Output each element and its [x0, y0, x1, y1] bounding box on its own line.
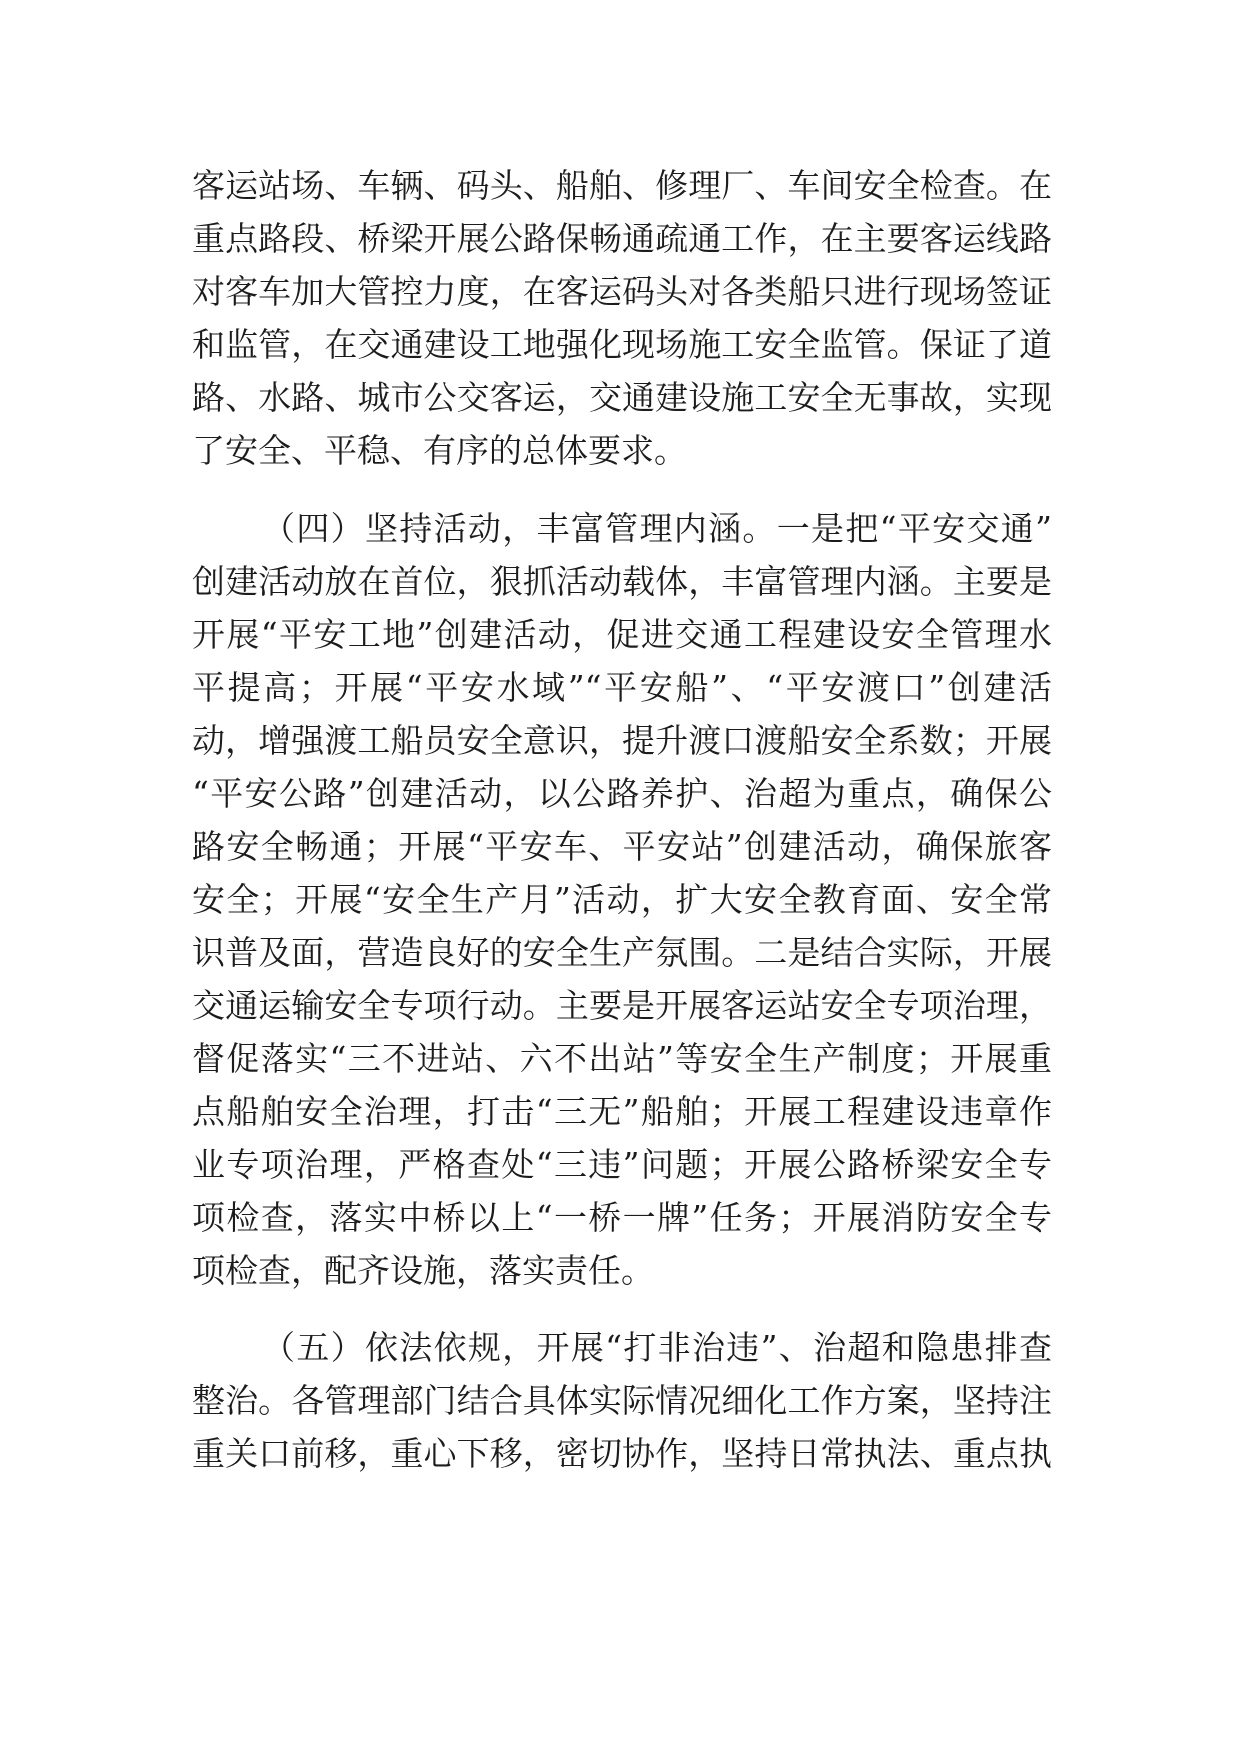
section-heading-line: （四）坚持活动，丰富管理内涵。一是把“平安交通” — [262, 509, 1052, 548]
text-line: 项检查，落实中桥以上“一桥一牌”任务；开展消防安全专 — [192, 1198, 1052, 1237]
text-line: 项检查，配齐设施，落实责任。 — [192, 1251, 654, 1290]
text-line: 了安全、平稳、有序的总体要求。 — [192, 431, 687, 470]
text-line: 业专项治理，严格查处“三违”问题；开展公路桥梁安全专 — [192, 1145, 1052, 1184]
text-line: 督促落实“三不进站、六不出站”等安全生产制度；开展重 — [192, 1039, 1052, 1078]
text-line: 和监管，在交通建设工地强化现场施工安全监管。保证了道 — [192, 325, 1052, 364]
text-line: 识普及面，营造良好的安全生产氛围。二是结合实际，开展 — [192, 933, 1052, 972]
text-line: 交通运输安全专项行动。主要是开展客运站安全专项治理， — [192, 986, 1052, 1025]
text-line: 动，增强渡工船员安全意识，提升渡口渡船安全系数；开展 — [192, 721, 1052, 760]
text-line: 路安全畅通；开展“平安车、平安站”创建活动，确保旅客 — [192, 827, 1052, 866]
text-line: 安全；开展“安全生产月”活动，扩大安全教育面、安全常 — [192, 880, 1052, 919]
text-line: 点船舶安全治理，打击“三无”船舶；开展工程建设违章作 — [192, 1092, 1052, 1131]
text-line: 重点路段、桥梁开展公路保畅通疏通工作，在主要客运线路 — [192, 219, 1052, 258]
text-line: 路、水路、城市公交客运，交通建设施工安全无事故，实现 — [192, 378, 1052, 417]
section-heading-line: （五）依法依规，开展“打非治违”、治超和隐患排查 — [262, 1328, 1052, 1367]
text-line: 创建活动放在首位，狠抓活动载体，丰富管理内涵。主要是 — [192, 562, 1052, 601]
text-line: 平提高；开展“平安水域”“平安船”、“平安渡口”创建活 — [192, 668, 1052, 707]
text-line: 整治。各管理部门结合具体实际情况细化工作方案，坚持注 — [192, 1381, 1052, 1420]
text-line: 对客车加大管控力度，在客运码头对各类船只进行现场签证 — [192, 272, 1052, 311]
text-line: 开展“平安工地”创建活动，促进交通工程建设安全管理水 — [192, 615, 1052, 654]
text-line: 重关口前移，重心下移，密切协作，坚持日常执法、重点执 — [192, 1434, 1052, 1473]
text-line: 客运站场、车辆、码头、船舶、修理厂、车间安全检查。在 — [192, 166, 1052, 205]
text-line: “平安公路”创建活动，以公路养护、治超为重点，确保公 — [192, 774, 1052, 813]
